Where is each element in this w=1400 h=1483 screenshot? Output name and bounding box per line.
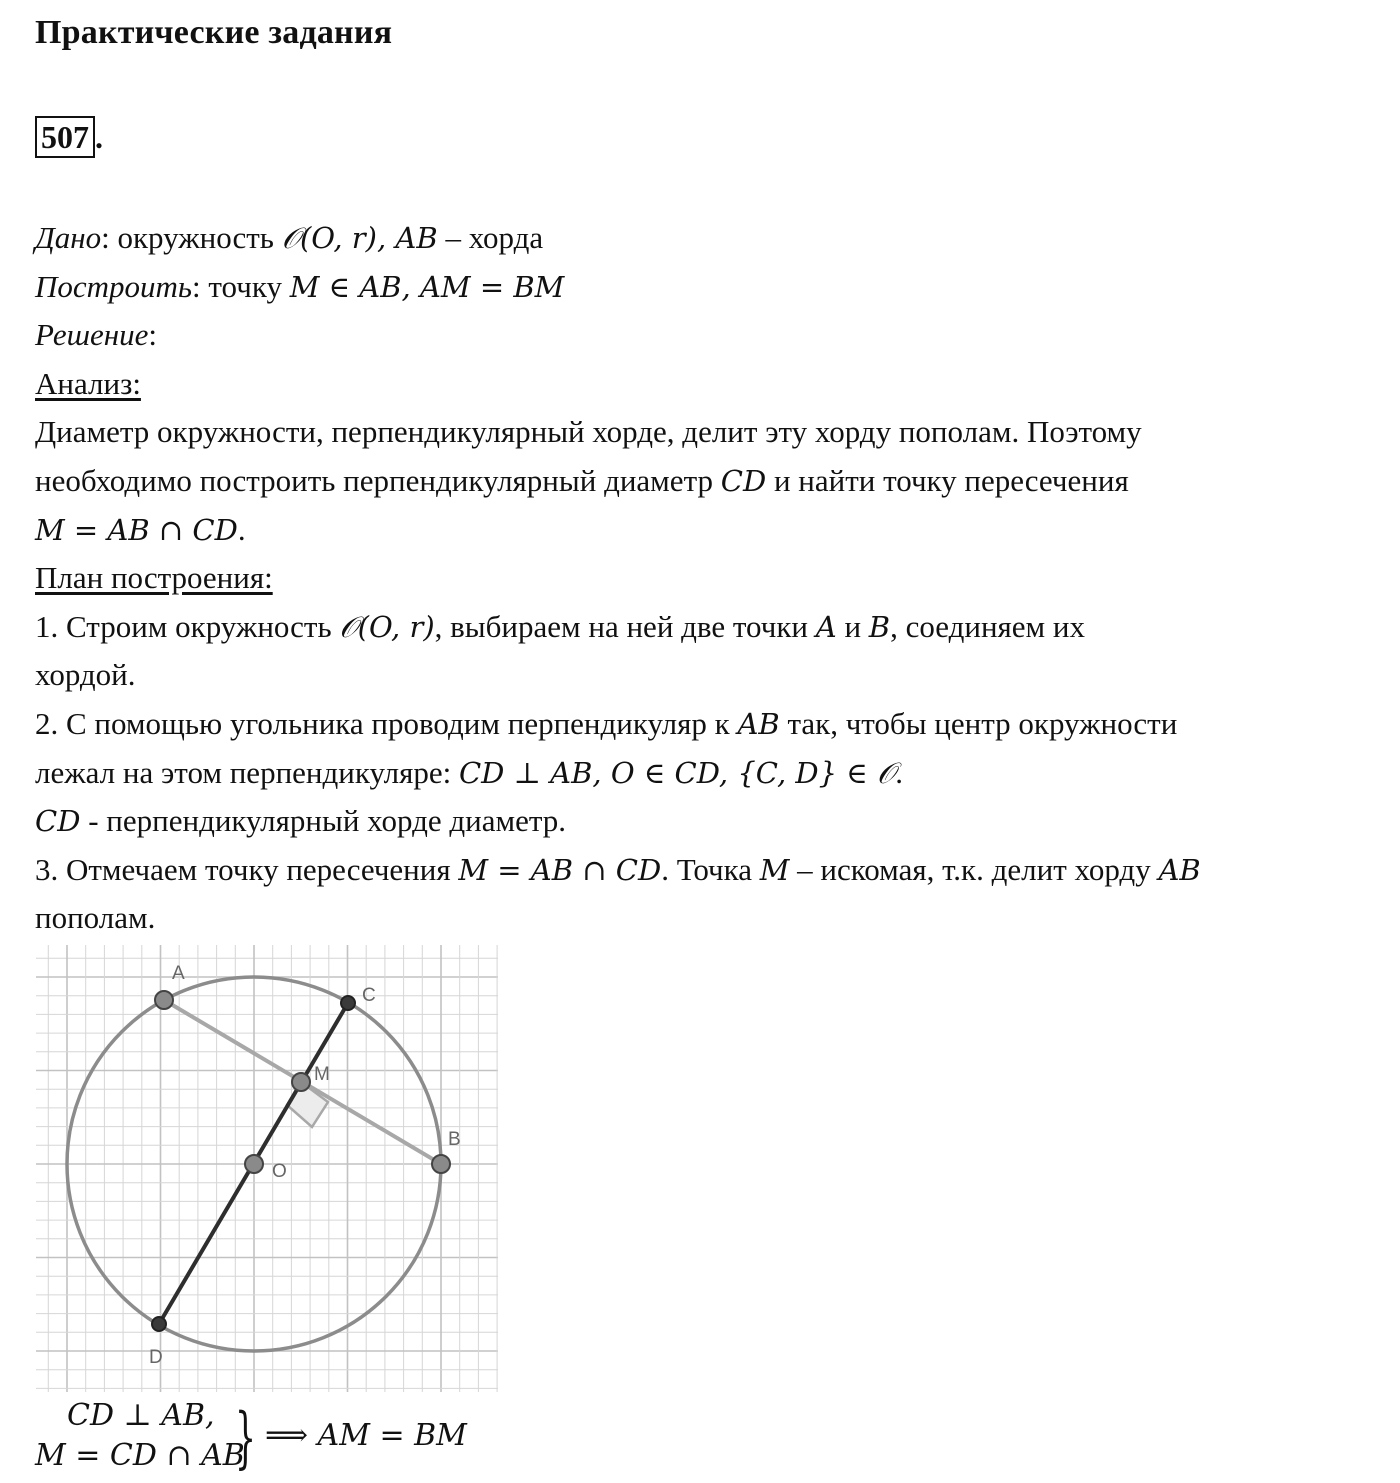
step2-line2-tail: . xyxy=(895,754,904,790)
step1-math-3: B xyxy=(868,609,891,644)
step3-math-3: AB xyxy=(1158,852,1201,887)
step1-math-2: A xyxy=(815,609,837,644)
conclusion-result: ⟹ AM = BM xyxy=(265,1418,467,1453)
label-b: B xyxy=(448,1129,461,1150)
plan-step-1 xyxy=(35,603,1365,652)
plan-step-1-cont: хордой. xyxy=(35,657,136,693)
step2-text-a: 2. С помощью угольника проводим перпендикуляр к xyxy=(35,705,738,741)
conclusion-condition-1: CD ⊥ AB, xyxy=(67,1398,215,1433)
given-circle-math: 𝒪(O, r) xyxy=(281,221,377,255)
point-o xyxy=(245,1155,263,1173)
analysis-line-2-text: необходимо построить перпендикулярный диаметр xyxy=(35,462,721,498)
plan-heading-line xyxy=(35,554,1365,603)
step3-text-c: – искомая, т.к. делит хорду xyxy=(789,851,1159,887)
plan-step-3 xyxy=(35,846,1365,895)
analysis-line-3-tail: . xyxy=(237,511,246,547)
construct-line xyxy=(35,263,1365,312)
conclusion xyxy=(35,1398,495,1478)
label-o: O xyxy=(272,1161,287,1182)
step2-line3-math: CD xyxy=(35,804,81,839)
given-label: Дано xyxy=(35,220,102,255)
point-d xyxy=(152,1317,166,1331)
step3-text-a: 3. Отмечаем точку пересечения xyxy=(35,851,459,887)
analysis-heading-line xyxy=(35,360,1365,409)
solution-text xyxy=(35,214,1365,943)
given-line xyxy=(35,214,1365,263)
solution-label: Решение xyxy=(35,317,149,353)
analysis-line-2-tail: и найти точку пересечения xyxy=(766,462,1129,498)
construct-label: Построить xyxy=(35,268,193,304)
page-title: Практические задания xyxy=(35,14,393,51)
label-c: C xyxy=(362,985,376,1006)
step1-text-d: , соединяем их xyxy=(890,608,1086,644)
plan-step-2 xyxy=(35,700,1365,749)
step3-math-1: M = AB ∩ CD xyxy=(458,852,662,887)
label-m: M xyxy=(314,1064,330,1085)
step2-math-1: AB xyxy=(737,706,780,741)
step3-text-b: . Точка xyxy=(661,851,760,887)
task-number: 507 . xyxy=(35,116,103,158)
step1-text-b: , выбираем на ней две точки xyxy=(434,608,816,644)
step2-line3-text: - перпендикулярный хорде диаметр. xyxy=(80,803,567,839)
analysis-line-1: Диаметр окружности, перпендикулярный хорде, делит эту хорду пополам. Поэтому xyxy=(35,414,1142,450)
step2-line2-math: CD ⊥ AB, O ∈ CD, {C, D} ∈ 𝒪 xyxy=(458,755,896,790)
analysis-heading: Анализ: xyxy=(35,365,141,401)
grid xyxy=(36,945,498,1392)
construction-figure xyxy=(36,945,498,1392)
conclusion-brace: } xyxy=(235,1399,256,1476)
task-number-box: 507 xyxy=(35,116,95,158)
plan-step-2-cont xyxy=(35,749,1365,798)
solution-colon: : xyxy=(148,317,157,353)
construct-math: M ∈ AB, AM = BM xyxy=(289,269,565,304)
analysis-line-2 xyxy=(35,457,1365,506)
given-text: : окружность xyxy=(101,220,282,255)
plan-step-3-cont: пополам. xyxy=(35,900,156,936)
plan-heading: План построения: xyxy=(35,560,273,596)
plan-step-2-note xyxy=(35,797,1365,846)
step1-text-c: и xyxy=(836,608,869,644)
analysis-line-2-math: CD xyxy=(720,463,767,498)
step3-math-2: M xyxy=(759,852,790,887)
point-m xyxy=(292,1073,310,1091)
point-a xyxy=(155,991,173,1009)
label-a: A xyxy=(172,963,185,984)
given-chord-math: , AB xyxy=(376,221,438,255)
point-c xyxy=(341,996,355,1010)
step2-text-b: так, чтобы центр окружности xyxy=(779,705,1178,741)
label-d: D xyxy=(149,1347,163,1368)
point-b xyxy=(432,1155,450,1173)
given-text-2: – хорда xyxy=(437,220,544,255)
construction-svg xyxy=(36,945,498,1392)
step1-text-a: 1. Строим окружность xyxy=(35,608,340,644)
step2-line2-text: лежал на этом перпендикуляре: xyxy=(35,754,459,790)
construct-text: : точку xyxy=(192,268,290,304)
analysis-line-3-math: M = AB ∩ CD xyxy=(35,512,238,547)
analysis-line-3 xyxy=(35,506,1365,555)
conclusion-condition-2: M = CD ∩ AB xyxy=(35,1438,245,1473)
solution-line xyxy=(35,311,1365,360)
step1-math-1: 𝒪(O, r) xyxy=(339,609,435,644)
